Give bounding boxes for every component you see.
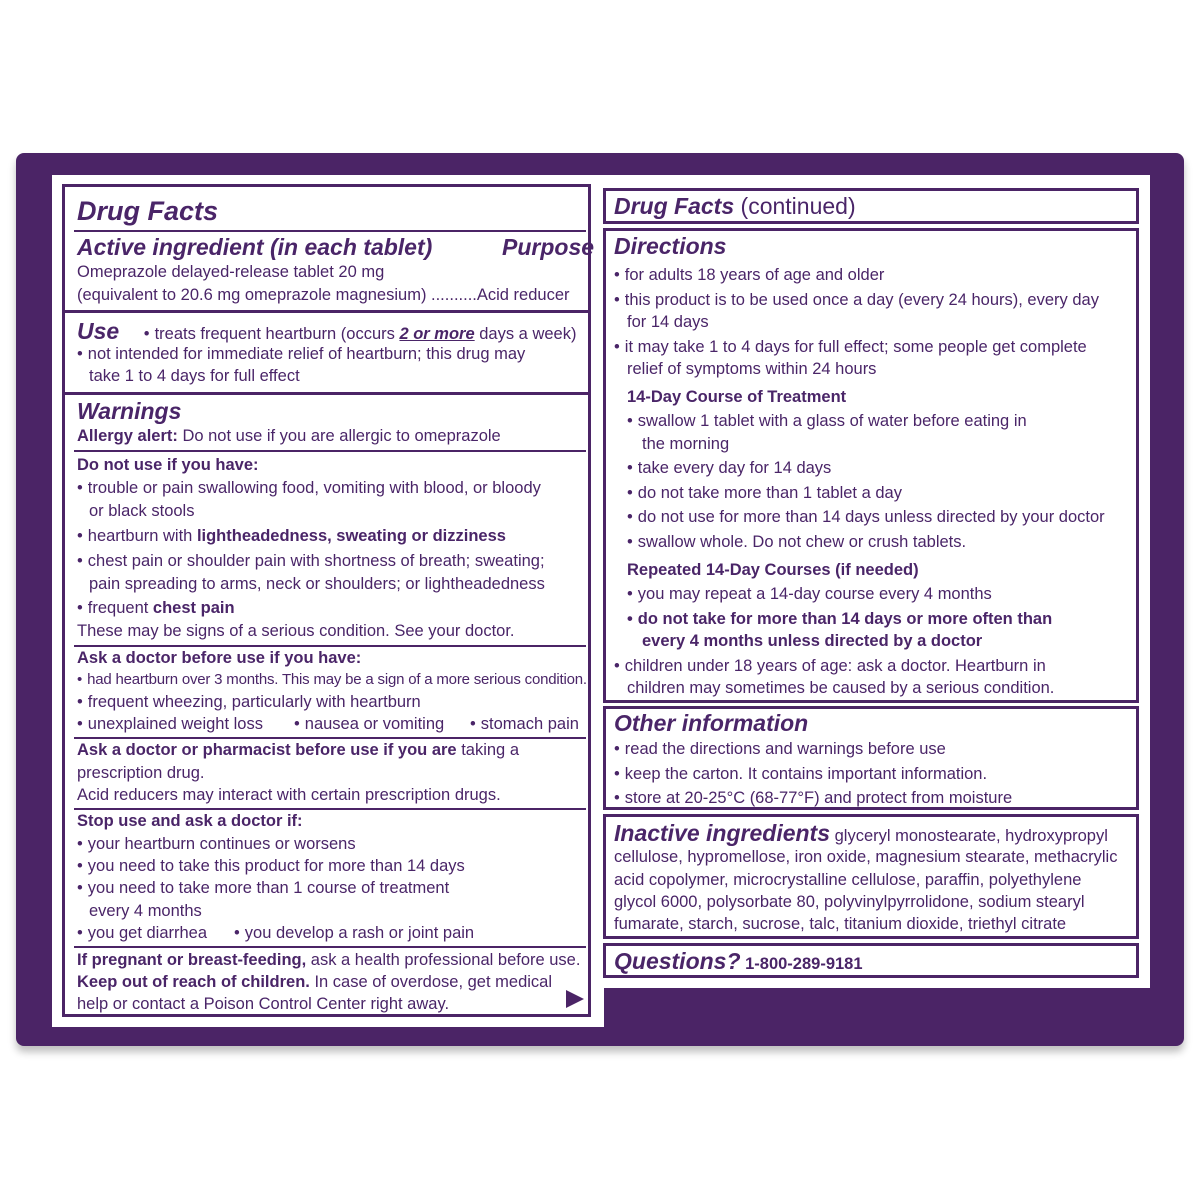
active-ingredient-line: (equivalent to 20.6 mg omeprazole magnesium) ..........Acid reducer bbox=[77, 286, 570, 304]
inactive-ingredients: glycol 6000, polysorbate 80, polyvinylpyrrolidone, sodium stearyl bbox=[614, 893, 1085, 911]
drug-facts-title: Drug Facts bbox=[77, 196, 219, 226]
stop-use-item: • you need to take more than 1 course of treatment bbox=[77, 878, 449, 898]
continue-arrow-icon bbox=[566, 990, 584, 1008]
divider bbox=[64, 310, 589, 313]
ask-doctor-item: • stomach pain bbox=[470, 714, 579, 734]
course-heading: 14-Day Course of Treatment bbox=[627, 388, 847, 406]
do-not-use-item: • heartburn with lightheadedness, sweating or dizziness bbox=[77, 526, 506, 546]
stop-use-heading: Stop use and ask a doctor if: bbox=[77, 812, 303, 830]
do-not-use-heading: Do not use if you have: bbox=[77, 456, 259, 474]
stop-use-item: • your heartburn continues or worsens bbox=[77, 834, 356, 854]
ask-pharmacist: Ask a doctor or pharmacist before use if you are taking a bbox=[77, 741, 519, 759]
divider bbox=[74, 230, 586, 232]
do-not-use-item: pain spreading to arms, neck or shoulders; or lightheadedness bbox=[89, 575, 545, 593]
active-ingredient-line: Omeprazole delayed-release tablet 20 mg bbox=[77, 263, 385, 281]
do-not-use-item: or black stools bbox=[89, 502, 195, 520]
divider bbox=[74, 737, 586, 739]
directions-item: children may sometimes be caused by a serious condition. bbox=[627, 679, 1055, 697]
stop-use-item: every 4 months bbox=[89, 902, 202, 920]
directions-heading: Directions bbox=[614, 233, 727, 259]
do-not-use-item: • chest pain or shoulder pain with shortness of breath; sweating; bbox=[77, 551, 545, 571]
use-section bbox=[77, 318, 576, 344]
directions-item: relief of symptoms within 24 hours bbox=[627, 360, 877, 378]
inactive-ingredients: fumarate, starch, sucrose, talc, titanium dioxide, triethyl citrate bbox=[614, 915, 1067, 933]
other-info-heading: Other information bbox=[614, 710, 809, 736]
do-not-use-item: • trouble or pain swallowing food, vomiting with blood, or bloody bbox=[77, 478, 541, 498]
course-item: • do not use for more than 14 days unless directed by your doctor bbox=[627, 507, 1105, 527]
directions-item: • it may take 1 to 4 days for full effect; some people get complete bbox=[614, 337, 1087, 357]
do-not-use-item: • frequent chest pain bbox=[77, 598, 235, 618]
other-info-item: • keep the carton. It contains important information. bbox=[614, 764, 987, 784]
other-info-item: • store at 20-25°C (68-77°F) and protect from moisture bbox=[614, 788, 1012, 808]
use-heading: Use bbox=[77, 318, 120, 344]
pregnancy-warning: If pregnant or breast-feeding, ask a health professional before use. bbox=[77, 951, 581, 969]
directions-item: for 14 days bbox=[627, 313, 709, 331]
stop-use-item: • you get diarrhea bbox=[77, 923, 207, 943]
course-item: • swallow whole. Do not chew or crush tablets. bbox=[627, 532, 966, 552]
keep-out-of-reach: Keep out of reach of children. In case of overdose, get medical bbox=[77, 973, 553, 991]
directions-item: • children under 18 years of age: ask a doctor. Heartburn in bbox=[614, 656, 1046, 676]
use-item: take 1 to 4 days for full effect bbox=[89, 367, 300, 385]
ask-doctor-heading: Ask a doctor before use if you have: bbox=[77, 649, 362, 667]
do-not-use-note: These may be signs of a serious condition. See your doctor. bbox=[77, 622, 515, 640]
divider bbox=[64, 392, 589, 395]
inactive-ingredients: cellulose, hypromellose, iron oxide, magnesium stearate, methacrylic bbox=[614, 848, 1118, 866]
course-item: • do not take more than 1 tablet a day bbox=[627, 483, 902, 503]
other-info-item: • read the directions and warnings before use bbox=[614, 739, 946, 759]
ask-doctor-item: • had heartburn over 3 months. This may be a sign of a more serious condition. bbox=[77, 670, 587, 690]
stop-use-item: • you develop a rash or joint pain bbox=[234, 923, 474, 943]
inactive-ingredients: Inactive ingredients glyceryl monostearate, hydroxypropyl bbox=[614, 820, 1108, 846]
warnings-heading: Warnings bbox=[77, 398, 182, 424]
course-item: • swallow 1 tablet with a glass of water before eating in bbox=[627, 411, 1027, 431]
divider bbox=[74, 645, 586, 647]
questions-line: Questions? 1-800-289-9181 bbox=[614, 948, 863, 974]
questions-phone: 1-800-289-9181 bbox=[740, 955, 863, 973]
repeat-item: • you may repeat a 14-day course every 4 months bbox=[627, 584, 992, 604]
ask-doctor-item: • frequent wheezing, particularly with heartburn bbox=[77, 692, 421, 712]
active-ingredient-heading: Active ingredient (in each tablet) bbox=[77, 234, 433, 260]
divider bbox=[74, 450, 586, 452]
ask-pharmacist: Acid reducers may interact with certain prescription drugs. bbox=[77, 786, 501, 804]
allergy-alert: Allergy alert: Do not use if you are allergic to omeprazole bbox=[77, 427, 501, 445]
ask-doctor-item: • nausea or vomiting bbox=[294, 714, 444, 734]
ask-pharmacist: prescription drug. bbox=[77, 764, 205, 782]
directions-item: • for adults 18 years of age and older bbox=[614, 265, 884, 285]
repeat-item: • do not take for more than 14 days or more often than bbox=[627, 609, 1052, 629]
repeat-item: every 4 months unless directed by a doctor bbox=[642, 632, 983, 650]
divider bbox=[74, 808, 586, 810]
divider bbox=[74, 946, 586, 948]
ask-doctor-item: • unexplained weight loss bbox=[77, 714, 263, 734]
use-item: • not intended for immediate relief of heartburn; this drug may bbox=[77, 344, 525, 364]
course-item: the morning bbox=[642, 435, 730, 453]
keep-out-of-reach: help or contact a Poison Control Center right away. bbox=[77, 995, 450, 1013]
purpose-heading: Purpose bbox=[502, 234, 595, 260]
repeat-heading: Repeated 14-Day Courses (if needed) bbox=[627, 561, 919, 579]
inactive-ingredients: acid copolymer, microcrystalline cellulose, paraffin, polyethylene bbox=[614, 871, 1082, 889]
continued-title: Drug Facts (continued) bbox=[614, 193, 856, 219]
stop-use-item: • you need to take this product for more than 14 days bbox=[77, 856, 465, 876]
directions-item: • this product is to be used once a day (every 24 hours), every day bbox=[614, 290, 1099, 310]
use-text: • treats frequent heartburn (occurs 2 or more days a week) bbox=[144, 325, 577, 343]
course-item: • take every day for 14 days bbox=[627, 458, 831, 478]
